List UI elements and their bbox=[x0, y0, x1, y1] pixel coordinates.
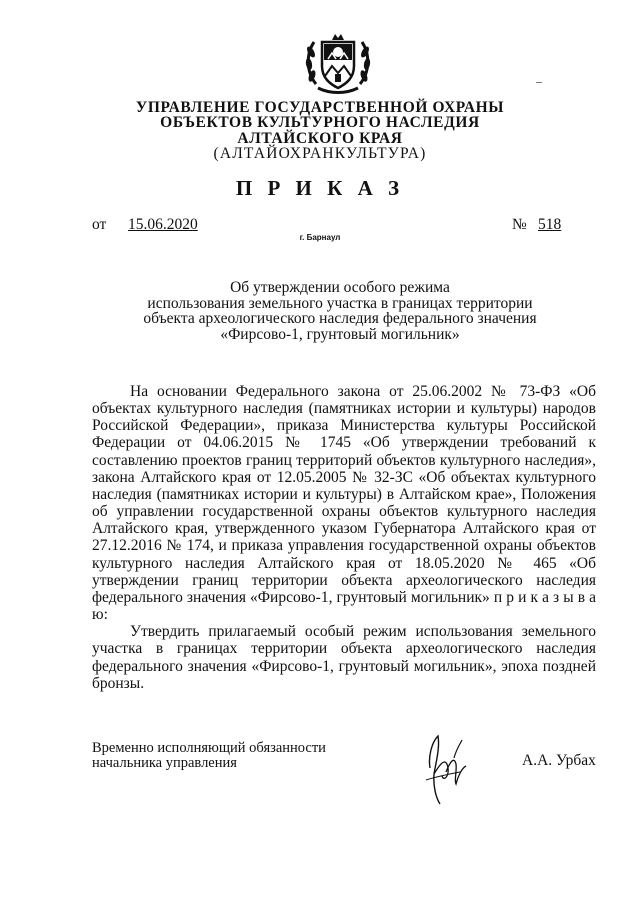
org-name-line1: УПРАВЛЕНИЕ ГОСУДАРСТВЕННОЙ ОХРАНЫ bbox=[135, 99, 505, 116]
altai-coat-of-arms-icon bbox=[302, 26, 374, 98]
subject-line: Об утверждении особого режима bbox=[230, 279, 450, 296]
subject-line: «Фирсово-1, грунтовый могильник» bbox=[220, 325, 460, 343]
signatory-position bbox=[92, 741, 326, 771]
org-short-name: (АЛТАЙОХРАНКУЛЬТУРА) bbox=[213, 145, 427, 162]
handwritten-signature-icon bbox=[420, 728, 476, 806]
order-number: 518 bbox=[538, 216, 562, 233]
order-body bbox=[92, 383, 596, 692]
org-name-line3: АЛТАЙСКОГО КРАЯ bbox=[237, 130, 403, 147]
date-label: от bbox=[92, 216, 107, 233]
legal-basis-paragraph: На основании Федерального закона от 25.06.2002 № 73-ФЗ «Об объектах культурного наследия (памятниках истории и культуры) народов Российской Федерации», приказа Министерства культуры Российской Федерации от 04.06.2015 № 1745 «Об утверждении требований к составлению проектов границ территорий объектов культурного наследия», закона Алтайского края от 12.05.2005 № 32-ЗС «Об объектах культурного наследия (памятниках истории и культуры) в Алтайском крае», Положения об управлении государственной охраны объектов культурного наследия Алтайского края, утвержденного указом Губернатора Алтайского края от 27.12.2016 № 174, и приказа управления государственной охраны объектов культурного наследия Алтайского края от 18.05.2020 № 465 «Об утверждении границ территории объекта археологического наследия федерального значения «Фирсово-1, грунтовый могильник» п р и к а з ы в а ю: bbox=[92, 383, 596, 624]
number-label: № bbox=[512, 216, 527, 233]
order-subject bbox=[0, 280, 640, 342]
signer-name: А.А. Урбах bbox=[522, 752, 596, 769]
resolution-paragraph: Утвердить прилагаемый особый режим использования земельного участка в границах территории объекта археологического наследия федерального значения «Фирсово-1, грунтовый могильник», эпоха поздней бронзы. bbox=[92, 623, 596, 692]
document-title: П Р И К А З bbox=[235, 176, 405, 200]
subject-line: использования земельного участка в границах территории bbox=[147, 294, 533, 312]
position-line: Временно исполняющий обязанности bbox=[92, 740, 326, 756]
position-line: начальника управления bbox=[92, 755, 237, 771]
city: г. Барнаул bbox=[299, 233, 341, 242]
subject-line: объекта археологического наследия федерального значения bbox=[143, 310, 537, 327]
org-name-line2: ОБЪЕКТОВ КУЛЬТУРНОГО НАСЛЕДИЯ bbox=[160, 114, 480, 131]
corner-mark: – bbox=[536, 74, 542, 88]
order-date: 15.06.2020 bbox=[128, 216, 198, 233]
